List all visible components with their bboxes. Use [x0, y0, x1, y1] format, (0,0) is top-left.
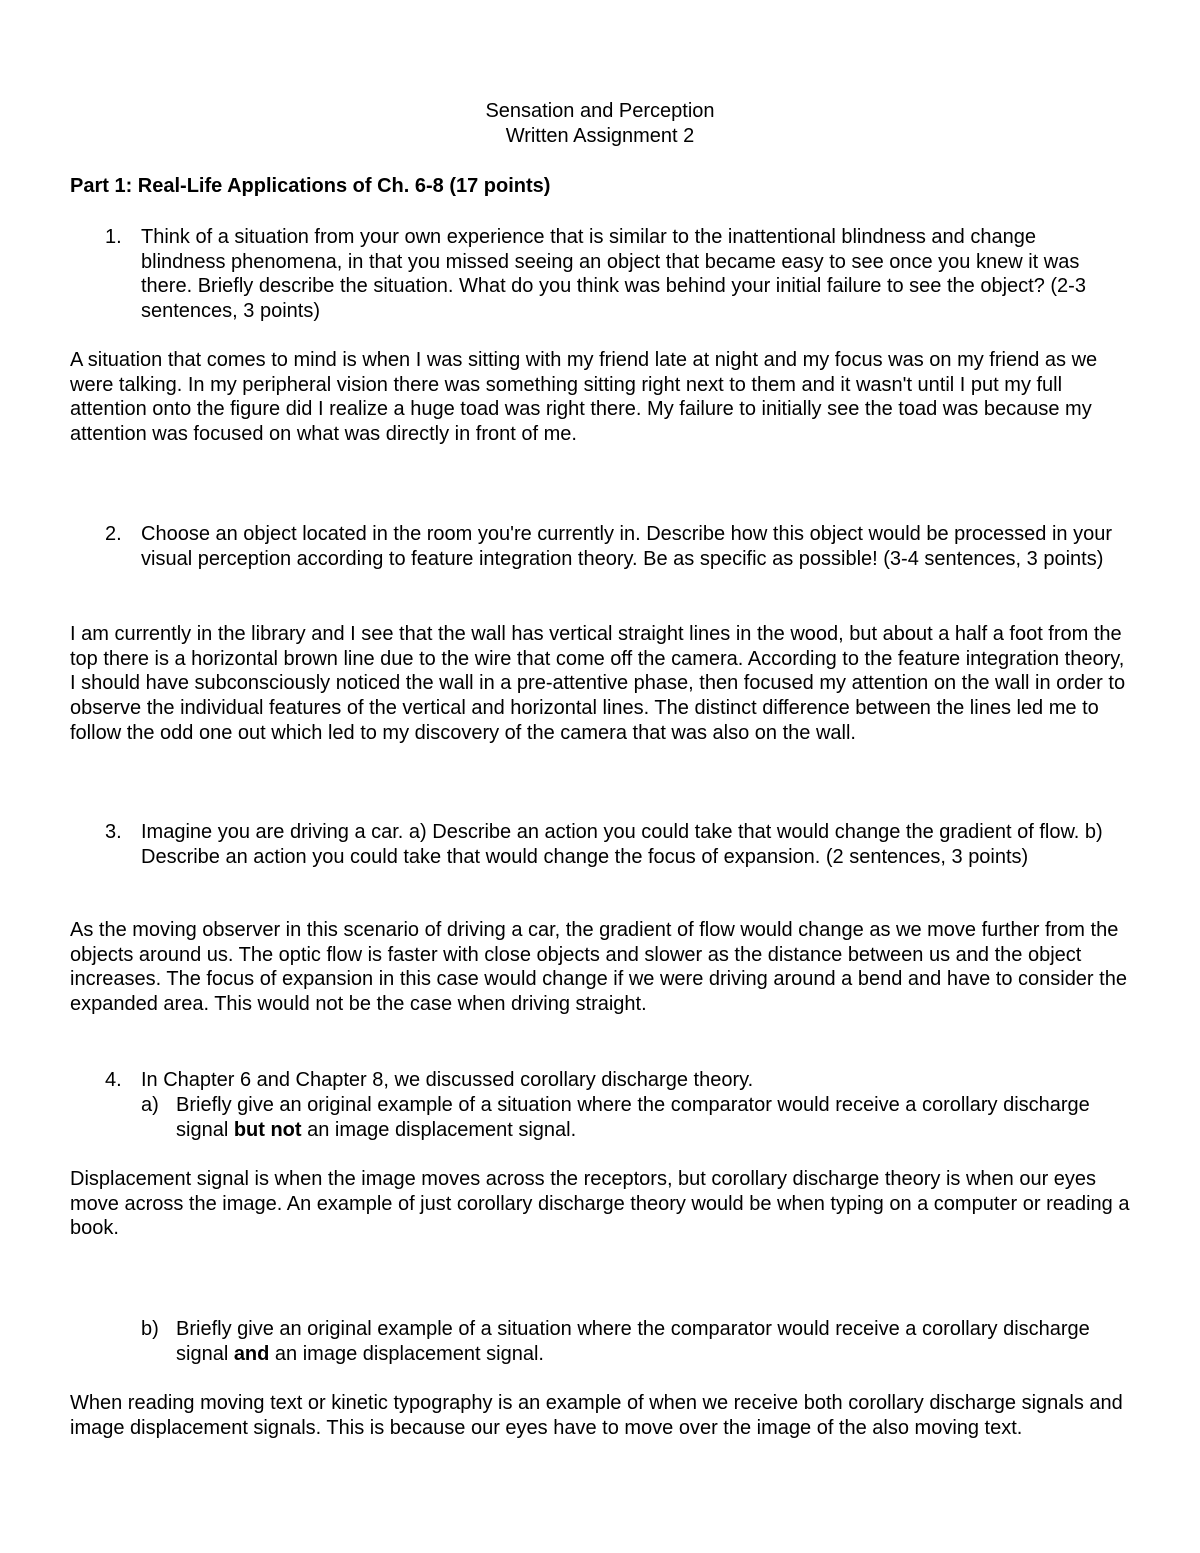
emphasis-text: and — [233, 1342, 270, 1365]
question-number: 2. — [105, 523, 122, 545]
answer-4a — [70, 1167, 1132, 1241]
document-title: Sensation and Perception — [485, 100, 715, 122]
question-number: 3. — [105, 821, 122, 843]
sub-question-prompt: Briefly give an original example of a situation where the comparator would receive a corollary discharge signal but not an image displacement signal. — [176, 1094, 1090, 1141]
document-title-block — [0, 99, 1200, 148]
question-prompt: Imagine you are driving a car. a) Describe an action you could take that would change the gradient of flow. b) Describe an action you could take that would change the focus of expansion. (2 sentences, 3 points) — [141, 821, 1103, 868]
question-4b — [141, 1317, 1096, 1366]
part-heading: Part 1: Real-Life Applications of Ch. 6-8 (17 points) — [70, 175, 551, 197]
question-number: 1. — [105, 226, 122, 248]
answer-text: A situation that comes to mind is when I was sitting with my friend late at night and my focus was on my friend as we were talking. In my peripheral vision there was something sitting right next to them and it wasn't until I put my full attention onto the figure did I realize a huge toad was right there. My failure to initially see the toad was because my attention was focused on what was directly in front of me. — [70, 349, 1098, 446]
emphasis-text: but not — [233, 1118, 302, 1141]
sub-question-label: a) — [141, 1094, 159, 1116]
question-prompt: Choose an object located in the room you're currently in. Describe how this object would be processed in your visual perception according to feature integration theory. Be as specific as possible! (3-4 sentences, 3 points) — [141, 523, 1113, 570]
question-1 — [105, 225, 1121, 324]
answer-text: When reading moving text or kinetic typography is an example of when we receive both corollary discharge signals and image displacement signals. This is because our eyes have to move over the image of the also moving text. — [70, 1392, 1123, 1439]
question-3 — [105, 820, 1121, 869]
answer-4b — [70, 1391, 1132, 1440]
question-prompt: In Chapter 6 and Chapter 8, we discussed corollary discharge theory. — [141, 1069, 754, 1091]
answer-text: Displacement signal is when the image moves across the receptors, but corollary discharge theory is when our eyes move across the image. An example of just corollary discharge theory would be when typing on a computer or reading a book. — [70, 1168, 1130, 1240]
question-number: 4. — [105, 1069, 122, 1091]
answer-1 — [70, 348, 1132, 447]
answer-3 — [70, 918, 1132, 1017]
answer-text: I am currently in the library and I see that the wall has vertical straight lines in the wood, but about a half a foot from the top there is a horizontal brown line due to the wire that come off the camera. According to the feature integration theory, I should have subconsciously noticed the wall in a pre-attentive phase, then focused my attention on the wall in order to observe the individual features of the vertical and horizontal lines. The distinct difference between the lines led me to follow the odd one out which led to my discovery of the camera that was also on the wall. — [70, 623, 1126, 744]
sub-question-prompt: Briefly give an original example of a situation where the comparator would receive a corollary discharge signal and an image displacement signal. — [176, 1318, 1090, 1365]
question-4 — [105, 1068, 1121, 1093]
answer-text: As the moving observer in this scenario of driving a car, the gradient of flow would change as we move further from the objects around us. The optic flow is faster with close objects and slower as the distance between us and the object increases. The focus of expansion in this case would change if we were driving around a bend and have to consider the expanded area. This would not be the case when driving straight. — [70, 919, 1127, 1016]
answer-2 — [70, 622, 1132, 746]
sub-question-label: b) — [141, 1318, 159, 1340]
question-prompt: Think of a situation from your own experience that is similar to the inattentional blindness and change blindness phenomena, in that you missed seeing an object that became easy to see once you knew it was there. Briefly describe the situation. What do you think was behind your initial failure to see the object? (2-3 sentences, 3 points) — [141, 226, 1086, 323]
question-2 — [105, 522, 1121, 571]
document-subtitle: Written Assignment 2 — [505, 124, 695, 147]
question-4a — [141, 1093, 1096, 1142]
